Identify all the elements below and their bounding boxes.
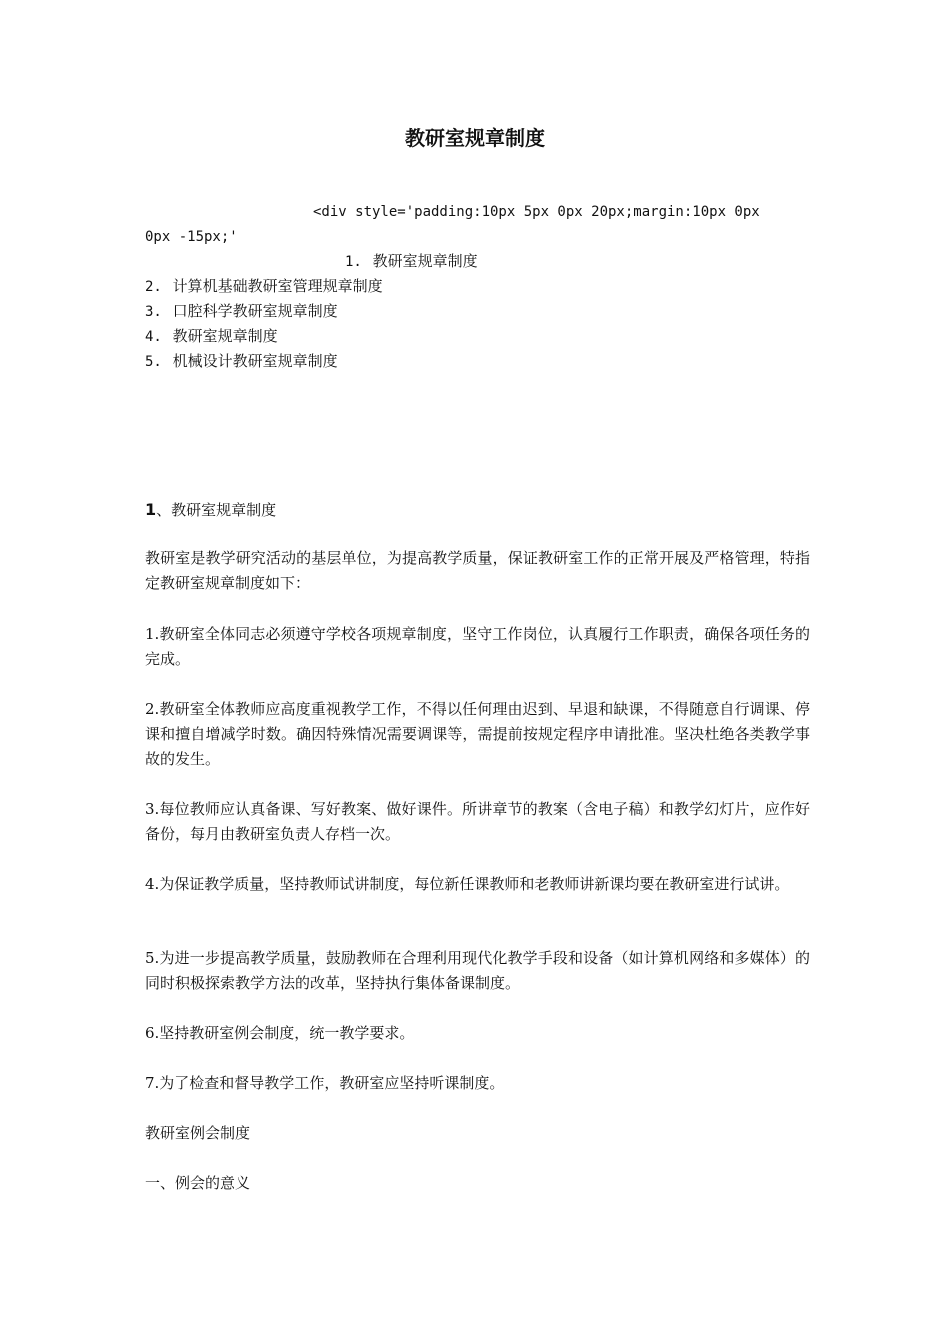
toc-item-label: 机械设计教研室规章制度 xyxy=(172,352,338,370)
toc-item-number: 4. xyxy=(145,329,162,345)
page-title: 教研室规章制度 xyxy=(405,126,545,150)
toc-item-2 xyxy=(145,275,383,298)
code-text-line-1: <div style='padding:10px 5px 0px 20px;margin:10px 0px xyxy=(313,204,760,220)
toc-item-1 xyxy=(345,250,478,273)
rule-paragraph-4: 4.为保证教学质量，坚持教师试讲制度，每位新任课教师和老教师讲新课均要在教研室进行试讲。 xyxy=(145,875,790,893)
toc-item-number: 1. xyxy=(345,254,362,270)
toc-item-number: 2. xyxy=(145,279,162,295)
toc-item-number: 3. xyxy=(145,304,162,320)
section-heading xyxy=(145,499,276,521)
rule-paragraph-7: 7.为了检查和督导教学工作，教研室应坚持听课制度。 xyxy=(145,1074,505,1092)
toc-item-label: 计算机基础教研室管理规章制度 xyxy=(172,277,383,295)
rule-paragraph-5: 5.为进一步提高教学质量，鼓励教师在合理利用现代化教学手段和设备（如计算机网络和多媒体）的同时积极探索教学方法的改革，坚持执行集体备课制度。 xyxy=(145,949,810,992)
section-heading-text: 、教研室规章制度 xyxy=(156,501,277,519)
rule-paragraph-3: 3.每位教师应认真备课、写好教案、做好课件。所讲章节的教案（含电子稿）和教学幻灯片，应作好备份，每月由教研室负责人存档一次。 xyxy=(145,800,810,843)
section-number: 1 xyxy=(145,500,157,519)
intro-paragraph: 教研室是教学研究活动的基层单位，为提高教学质量，保证教研室工作的正常开展及严格管理，特指定教研室规章制度如下： xyxy=(145,549,810,592)
toc-item-label: 口腔科学教研室规章制度 xyxy=(172,302,338,320)
code-text-line-2: 0px -15px;' xyxy=(145,229,238,245)
sub-item: 一、例会的意义 xyxy=(145,1174,251,1192)
toc-item-3 xyxy=(145,300,338,323)
toc-item-number: 5. xyxy=(145,354,162,370)
rule-paragraph-1: 1.教研室全体同志必须遵守学校各项规章制度，坚守工作岗位，认真履行工作职责，确保各项任务的完成。 xyxy=(145,625,810,668)
rule-paragraph-2: 2.教研室全体教师应高度重视教学工作，不得以任何理由迟到、早退和缺课，不得随意自行调课、停课和擅自增减学时数。确因特殊情况需要调课等，需提前按规定程序申请批准。坚决杜绝各类教学事故的发生。 xyxy=(145,700,810,768)
toc-item-5 xyxy=(145,350,338,373)
toc-item-4 xyxy=(145,325,278,348)
sub-heading: 教研室例会制度 xyxy=(145,1124,251,1142)
toc-item-label: 教研室规章制度 xyxy=(372,252,478,270)
toc-item-label: 教研室规章制度 xyxy=(172,327,278,345)
rule-paragraph-6: 6.坚持教研室例会制度，统一教学要求。 xyxy=(145,1024,415,1042)
